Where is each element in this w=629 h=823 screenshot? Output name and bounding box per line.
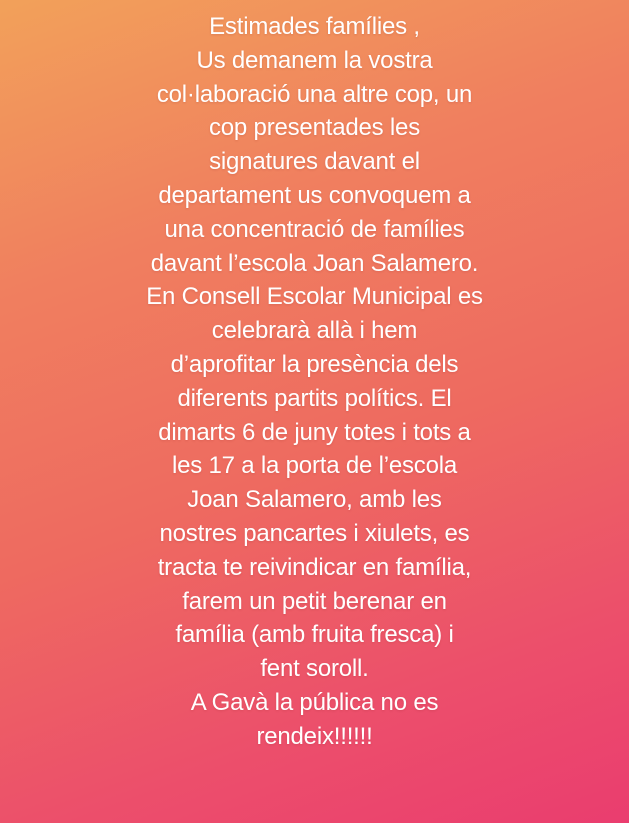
message-line: rendeix!!!!!! [256,722,373,750]
message-line: nostres pancartes i xiulets, es [159,519,470,547]
message-line: família (amb fruita fresca) i [175,621,454,649]
message-line: En Consell Escolar Municipal es [146,283,483,311]
story-message [0,10,629,754]
message-line: d’aprofitar la presència dels [170,350,459,378]
message-line: tracta te reivindicar en família, [157,553,472,581]
message-line: col·laboració una altre cop, un [156,80,473,108]
message-line: una concentració de famílies [164,215,465,243]
message-line: davant l’escola Joan Salamero. [150,249,479,277]
message-line: A Gavà la pública no es [190,688,439,716]
message-line: Us demanem la vostra [196,46,433,74]
message-line: departament us convoquem a [158,181,471,209]
message-line: farem un petit berenar en [182,587,447,615]
message-line: diferents partits polítics. El [177,384,452,412]
message-line: celebrarà allà i hem [211,317,418,345]
message-line: cop presentades les [208,114,420,142]
message-line: signatures davant el [209,148,420,176]
message-line: Estimades famílies , [209,13,420,40]
message-line: les 17 a la porta de l’escola [171,452,458,480]
message-line: fent soroll. [260,655,369,683]
message-line: dimarts 6 de juny totes i tots a [158,418,471,446]
message-line: Joan Salamero, amb les [187,486,442,514]
